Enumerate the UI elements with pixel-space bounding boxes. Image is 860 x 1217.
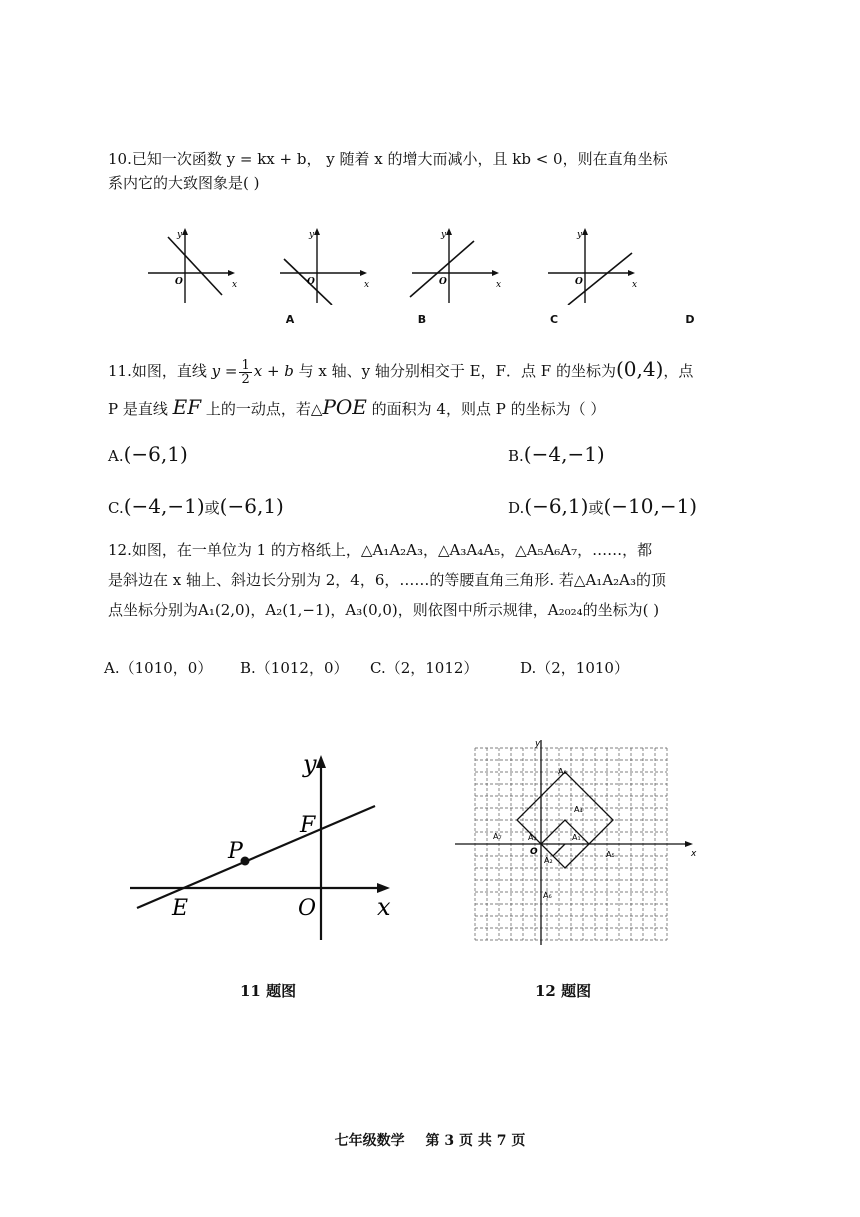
- fig12-label-a5: A₅: [606, 850, 615, 859]
- fig12-x-label: x: [691, 849, 697, 859]
- q11-post2: ，点: [663, 362, 694, 380]
- q10-line-2: 系内它的大致图象是( ): [108, 174, 260, 192]
- q12-line-3: 点坐标分别为A₁(2,0)，A₂(1,−1)，A₃(0,0)，则依图中所示规律，A₂₀₂₄的坐标为( ): [108, 601, 660, 619]
- fig12-label-a8: A₈: [558, 767, 567, 776]
- footer-subject: 七年级数学: [334, 1133, 405, 1149]
- q10-c-x-label: x: [496, 280, 502, 290]
- q11-opt-a-label: A.: [108, 447, 124, 465]
- q11-opt-d-value-2: (−10,−1): [603, 494, 698, 518]
- q11-eq-rest: x + b: [253, 362, 294, 380]
- q11-y-eq: y =: [211, 362, 238, 380]
- q11-poe: POE: [322, 395, 367, 419]
- q12-option-c: C.（2，1012）: [370, 659, 479, 677]
- q11-line2-c: 的面积为 4，则点 P 的坐标为（ ）: [366, 400, 606, 418]
- q10-graph-c: [404, 225, 559, 326]
- q11-line-1: [108, 350, 748, 388]
- figure-11-caption: 11 题图: [240, 982, 297, 1000]
- fig11-x-label: x: [377, 893, 391, 921]
- page-footer: [0, 1130, 860, 1150]
- q11-option-d: [508, 494, 697, 518]
- q11-line2-b: 上的一动点，若△: [201, 400, 323, 418]
- footer-page-number: 第 3 页 共 7 页: [425, 1133, 526, 1149]
- q11-post: 与 x 轴、y 轴分别相交于 E，F．点 F 的坐标为: [293, 362, 616, 380]
- q10-c-origin: O: [439, 277, 447, 287]
- question-11: [108, 350, 748, 426]
- q11-pre: 11.如图，直线: [108, 362, 212, 380]
- q11-opt-b-label: B.: [508, 447, 524, 465]
- question-10: [108, 147, 748, 195]
- q11-opt-c-value-2: (−6,1): [219, 494, 284, 518]
- q11-frac-den: 2: [241, 371, 250, 387]
- fig11-e-label: E: [172, 896, 189, 921]
- q10-graph-d-label: D: [685, 313, 695, 326]
- q11-option-a: [108, 442, 188, 466]
- fig12-label-a3: A₃: [528, 833, 537, 842]
- figure-11: [125, 750, 415, 945]
- q10-a-x-label: x: [232, 280, 238, 290]
- q11-option-c: [108, 494, 284, 518]
- q10-graph-c-label: C: [549, 313, 559, 326]
- figure-12-caption: 12 题图: [535, 982, 592, 1000]
- figure-12: [455, 740, 705, 945]
- q11-opt-c-value-1: (−4,−1): [123, 494, 205, 518]
- q11-opt-d-or: 或: [588, 499, 604, 517]
- fig11-p-label: P: [228, 839, 243, 864]
- q11-fraction: [239, 359, 251, 386]
- fig11-o-label: O: [298, 896, 317, 921]
- q10-graph-b-label: B: [417, 313, 427, 326]
- q10-b-y-label: y: [309, 230, 315, 240]
- fig12-label-a4: A₄: [574, 805, 583, 814]
- q10-graph-a: [140, 225, 295, 326]
- q10-d-origin: O: [575, 277, 583, 287]
- q10-a-y-label: y: [177, 230, 183, 240]
- q11-line-2: [108, 388, 748, 426]
- q10-d-y-label: y: [577, 230, 583, 240]
- q11-opt-c-label: C.: [108, 499, 124, 517]
- q11-opt-a-value: (−6,1): [123, 442, 188, 466]
- q11-ef: EF: [172, 395, 202, 419]
- fig12-label-a2: A₂: [544, 856, 553, 865]
- q11-opt-d-value-1: (−6,1): [524, 494, 589, 518]
- q11-opt-c-or: 或: [204, 499, 220, 517]
- q10-graph-d: [540, 225, 695, 326]
- question-12: [108, 535, 748, 625]
- q11-opt-d-label: D.: [508, 499, 525, 517]
- q11-opt-b-value: (−4,−1): [523, 442, 605, 466]
- q10-graph-a-label: A: [285, 313, 295, 326]
- fig12-label-a1: A₁: [572, 833, 581, 842]
- fig12-label-a6: A₆: [543, 891, 552, 900]
- fig12-o-label: O: [530, 847, 538, 857]
- q10-line-1: 10.已知一次函数 y = kx + b， y 随着 x 的增大而减小，且 kb < 0，则在直角坐标: [108, 150, 668, 168]
- q12-line-2: 是斜边在 x 轴上、斜边长分别为 2，4，6，……的等腰直角三角形. 若△A₁A₂A₃的顶: [108, 571, 667, 589]
- q11-line2-a: P 是直线: [108, 400, 173, 418]
- q10-b-x-label: x: [364, 280, 370, 290]
- q12-option-a: A.（1010，0）: [104, 659, 213, 677]
- fig11-y-label: y: [303, 750, 317, 778]
- q11-option-b: [508, 442, 605, 466]
- fig11-f-label: F: [300, 813, 316, 838]
- q10-a-origin: O: [175, 277, 183, 287]
- q10-graph-b: [272, 225, 427, 326]
- q12-line-1: 12.如图，在一单位为 1 的方格纸上，△A₁A₂A₃，△A₃A₄A₅，△A₅A₆A₇，……，都: [108, 541, 653, 559]
- q12-option-d: D.（2，1010）: [520, 659, 629, 677]
- q12-option-b: B.（1012，0）: [240, 659, 349, 677]
- q10-d-x-label: x: [632, 280, 638, 290]
- q11-f-point: (0,4): [615, 357, 664, 381]
- q10-b-origin: O: [307, 277, 315, 287]
- fig12-y-label: y: [535, 740, 541, 749]
- fig12-label-a7: A₇: [493, 832, 502, 841]
- q10-c-y-label: y: [441, 230, 447, 240]
- q11-frac-num: 1: [241, 357, 250, 373]
